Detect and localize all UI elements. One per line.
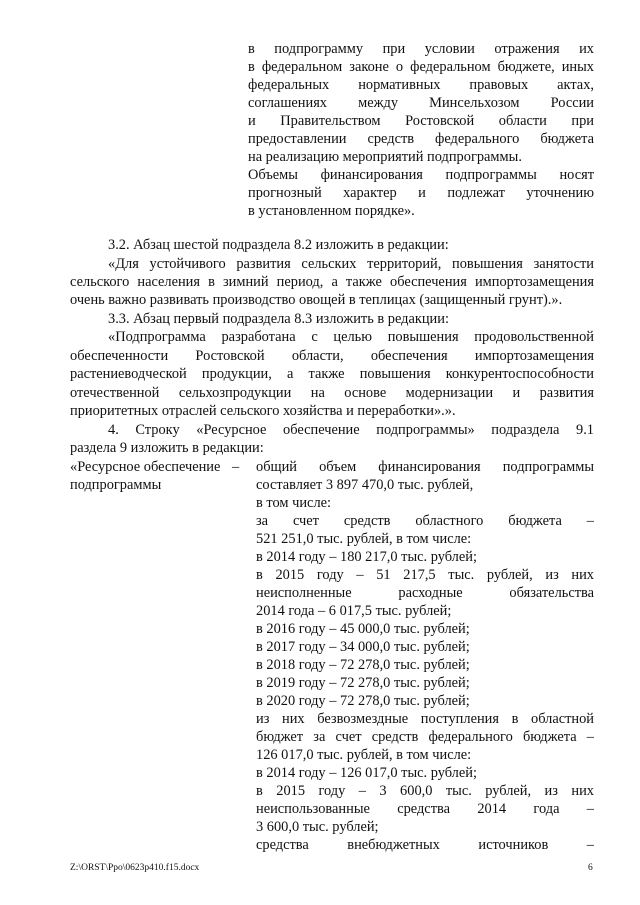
table-right-line-14: в 2020 году – 72 278,0 тыс. рублей; xyxy=(256,693,470,709)
top-line-5: и Правительством Ростовской области при xyxy=(248,113,594,129)
table-right-line-21: 3 600,0 тыс. рублей; xyxy=(256,819,379,835)
table-right-line-15: из них безвозмездные поступления в областной xyxy=(256,711,594,727)
section-4-line-1: 4. Строку «Ресурсное обеспечение подпрограммы» подраздела 9.1 xyxy=(108,422,594,438)
table-right-line-7: в 2015 году – 51 217,5 тыс. рублей, из них xyxy=(256,567,594,583)
top-line-2: в федеральном законе о федеральном бюджете, иных xyxy=(248,59,594,75)
section-3-3-line-1: «Подпрограмма разработана с целью повышения продовольственной xyxy=(108,329,594,345)
table-right-line-12: в 2018 году – 72 278,0 тыс. рублей; xyxy=(256,657,470,673)
section-3-3-line-3: растениеводческой продукции, а также повышения конкурентоспособности xyxy=(70,366,594,382)
top-line-8: Объемы финансирования подпрограммы носят xyxy=(248,167,594,183)
section-3-3-line-2: обеспеченности Ростовской области, обеспечения импортозамещения xyxy=(70,348,594,364)
section-3-2-heading: 3.2. Абзац шестой подраздела 8.2 изложить в редакции: xyxy=(108,237,449,253)
table-right-line-9: 2014 года – 6 017,5 тыс. рублей; xyxy=(256,603,452,619)
table-right-line-8: неисполненные расходные обязательства xyxy=(256,585,594,601)
top-line-4: соглашениях между Минсельхозом России xyxy=(248,95,594,111)
table-right-line-19: в 2015 году – 3 600,0 тыс. рублей, из них xyxy=(256,783,594,799)
top-line-6: предоставлении средств федерального бюджета xyxy=(248,131,594,147)
table-right-line-4: за счет средств областного бюджета – xyxy=(256,513,594,529)
table-right-line-1: общий объем финансирования подпрограммы xyxy=(256,459,594,475)
top-line-10: в установленном порядке». xyxy=(248,203,415,219)
footer-file-path: Z:\ORST\Ppo\0623p410.f15.docx xyxy=(70,863,200,873)
table-dash: – xyxy=(232,459,240,475)
section-3-2-line-3: очень важно развивать производство овощей в теплицах (защищенный грунт).». xyxy=(70,292,563,308)
top-line-1: в подпрограмму при условии отражения их xyxy=(248,41,594,57)
table-right-line-2: составляет 3 897 470,0 тыс. рублей, xyxy=(256,477,474,493)
table-right-line-17: 126 017,0 тыс. рублей, в том числе: xyxy=(256,747,472,763)
table-right-line-10: в 2016 году – 45 000,0 тыс. рублей; xyxy=(256,621,470,637)
table-right-line-11: в 2017 году – 34 000,0 тыс. рублей; xyxy=(256,639,470,655)
section-4-line-2: раздела 9 изложить в редакции: xyxy=(70,440,264,456)
table-right-line-6: в 2014 году – 180 217,0 тыс. рублей; xyxy=(256,549,477,565)
table-left-label-2: подпрограммы xyxy=(70,477,162,493)
table-right-line-3: в том числе: xyxy=(256,495,332,511)
section-3-3-line-5: приоритетных отраслей сельского хозяйства и переработки».». xyxy=(70,403,456,419)
table-right-line-13: в 2019 году – 72 278,0 тыс. рублей; xyxy=(256,675,470,691)
table-right-line-20: неиспользованные средства 2014 года – xyxy=(256,801,594,817)
table-right-line-5: 521 251,0 тыс. рублей, в том числе: xyxy=(256,531,472,547)
section-3-2-line-2: сельского населения в зимний период, а также обеспечения импортозамещения xyxy=(70,274,594,290)
table-left-label-1: «Ресурсное обеспечение xyxy=(70,459,221,475)
section-3-3-line-4: отечественной сельхозпродукции на основе модернизации и развития xyxy=(70,385,594,401)
top-line-3: федеральных нормативных правовых актах, xyxy=(248,77,594,93)
table-right-line-22: средства внебюджетных источников – xyxy=(256,837,594,853)
section-3-2-line-1: «Для устойчивого развития сельских территорий, повышения занятости xyxy=(108,256,594,272)
section-3-3-heading: 3.3. Абзац первый подраздела 8.3 изложить в редакции: xyxy=(108,311,449,327)
table-right-line-18: в 2014 году – 126 017,0 тыс. рублей; xyxy=(256,765,477,781)
top-line-9: прогнозный характер и подлежат уточнению xyxy=(248,185,594,201)
table-right-line-16: бюджет за счет средств федерального бюджета – xyxy=(256,729,594,745)
page-number: 6 xyxy=(588,863,593,873)
top-line-7: на реализацию мероприятий подпрограммы. xyxy=(248,149,522,165)
